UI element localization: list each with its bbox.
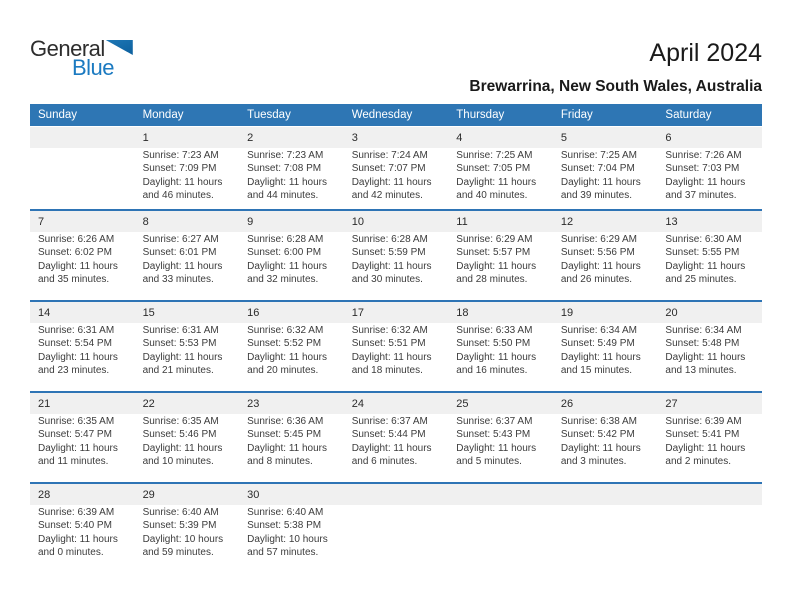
day-detail-line: Daylight: 11 hours bbox=[560, 176, 641, 188]
day-details-empty bbox=[30, 148, 135, 207]
day-detail-line: Sunset: 5:39 PM bbox=[142, 520, 217, 532]
calendar-grid bbox=[30, 104, 762, 573]
day-detail-line: Sunset: 5:40 PM bbox=[38, 520, 112, 532]
day-detail-line: Sunrise: 7:26 AM bbox=[665, 150, 742, 161]
day-details-8 bbox=[135, 232, 240, 298]
day-detail-line: Daylight: 11 hours bbox=[351, 260, 432, 272]
day-number-empty bbox=[344, 484, 449, 506]
day-details-19 bbox=[553, 323, 658, 389]
general-blue-logo bbox=[30, 38, 140, 79]
day-detail-line: Sunrise: 6:38 AM bbox=[560, 416, 637, 427]
day-details-band bbox=[30, 505, 762, 573]
day-detail-line: Daylight: 11 hours bbox=[38, 442, 118, 454]
day-details-26 bbox=[553, 414, 658, 480]
day-number-23: 23 bbox=[247, 398, 260, 410]
day-number-29: 29 bbox=[142, 489, 155, 501]
day-detail-line: and 21 minutes. bbox=[142, 365, 214, 377]
day-number-band bbox=[30, 484, 762, 505]
day-details-20 bbox=[657, 323, 762, 389]
day-number-band bbox=[30, 302, 762, 323]
day-detail-line: Sunrise: 6:26 AM bbox=[38, 234, 115, 245]
day-details-24 bbox=[344, 414, 449, 480]
weekday-header-thursday: Thursday bbox=[456, 109, 505, 121]
day-number-28: 28 bbox=[38, 489, 51, 501]
day-detail-line: Daylight: 11 hours bbox=[38, 260, 118, 272]
day-detail-line: and 18 minutes. bbox=[351, 365, 423, 377]
day-number-2: 2 bbox=[247, 132, 254, 144]
day-detail-line: Sunrise: 6:30 AM bbox=[665, 234, 742, 245]
day-detail-line: Sunset: 5:47 PM bbox=[38, 429, 112, 441]
day-details-4 bbox=[448, 148, 553, 207]
day-detail-line: Sunrise: 6:31 AM bbox=[142, 325, 219, 336]
day-detail-line: Sunset: 5:49 PM bbox=[560, 338, 635, 350]
day-detail-line: Daylight: 10 hours bbox=[247, 533, 328, 545]
weekday-header-wednesday: Wednesday bbox=[351, 109, 413, 121]
day-detail-line: Sunrise: 6:35 AM bbox=[142, 416, 219, 427]
day-number-11: 11 bbox=[456, 216, 468, 228]
day-details-empty bbox=[657, 505, 762, 571]
day-detail-line: and 6 minutes. bbox=[351, 456, 418, 468]
day-number-empty bbox=[30, 127, 135, 149]
day-detail-line: Daylight: 11 hours bbox=[665, 351, 746, 363]
day-detail-line: Daylight: 11 hours bbox=[38, 351, 118, 363]
day-detail-line: Sunrise: 6:34 AM bbox=[560, 325, 637, 336]
day-detail-line: Daylight: 10 hours bbox=[142, 533, 224, 545]
day-number-7: 7 bbox=[38, 216, 45, 228]
day-detail-line: Daylight: 11 hours bbox=[247, 260, 327, 272]
day-detail-line: and 40 minutes. bbox=[456, 190, 528, 202]
day-detail-line: and 42 minutes. bbox=[351, 190, 423, 202]
day-detail-line: Sunset: 7:03 PM bbox=[665, 163, 740, 175]
weekday-header-row bbox=[30, 104, 762, 126]
day-number-17: 17 bbox=[351, 307, 364, 319]
day-number-27: 27 bbox=[665, 398, 678, 410]
day-details-15 bbox=[135, 323, 240, 389]
day-detail-line: Sunrise: 6:28 AM bbox=[351, 234, 428, 245]
day-detail-line: Daylight: 11 hours bbox=[665, 176, 746, 188]
day-details-12 bbox=[553, 232, 658, 298]
day-details-11 bbox=[448, 232, 553, 298]
day-detail-line: Daylight: 11 hours bbox=[142, 351, 223, 363]
day-detail-line: Sunset: 7:09 PM bbox=[142, 163, 217, 175]
day-detail-line: Sunrise: 7:24 AM bbox=[351, 150, 428, 161]
day-detail-line: and 10 minutes. bbox=[142, 456, 214, 468]
day-details-28 bbox=[30, 505, 135, 571]
day-number-21: 21 bbox=[38, 398, 51, 410]
day-details-30 bbox=[239, 505, 344, 571]
day-number-5: 5 bbox=[560, 132, 567, 144]
day-number-empty bbox=[553, 484, 658, 506]
day-details-band bbox=[30, 323, 762, 391]
day-detail-line: and 25 minutes. bbox=[665, 274, 737, 286]
day-details-9 bbox=[239, 232, 344, 298]
day-detail-line: Sunset: 5:55 PM bbox=[665, 247, 740, 259]
day-detail-line: Sunrise: 6:32 AM bbox=[247, 325, 324, 336]
day-number-19: 19 bbox=[560, 307, 574, 319]
day-number-4: 4 bbox=[456, 132, 463, 144]
day-detail-line: Sunset: 7:08 PM bbox=[247, 163, 322, 175]
day-detail-line: Sunrise: 6:37 AM bbox=[456, 416, 533, 427]
day-detail-line: and 0 minutes. bbox=[38, 547, 104, 559]
day-details-empty bbox=[553, 505, 658, 571]
day-detail-line: and 23 minutes. bbox=[38, 365, 110, 377]
day-detail-line: Sunrise: 6:31 AM bbox=[38, 325, 115, 336]
day-detail-line: Sunrise: 6:29 AM bbox=[560, 234, 637, 245]
day-detail-line: Daylight: 11 hours bbox=[142, 176, 223, 188]
day-detail-line: Sunset: 5:56 PM bbox=[560, 247, 635, 259]
day-details-band bbox=[30, 232, 762, 300]
day-detail-line: Daylight: 11 hours bbox=[560, 260, 641, 272]
day-detail-line: Sunset: 5:46 PM bbox=[142, 429, 217, 441]
day-details-1 bbox=[135, 148, 240, 207]
day-detail-line: Daylight: 11 hours bbox=[665, 442, 746, 454]
day-number-10: 10 bbox=[351, 216, 364, 228]
day-details-band bbox=[30, 414, 762, 482]
weekday-header-saturday: Saturday bbox=[665, 109, 712, 121]
day-detail-line: Sunrise: 6:33 AM bbox=[456, 325, 533, 336]
day-detail-line: Sunrise: 6:40 AM bbox=[142, 507, 219, 518]
day-number-band bbox=[30, 127, 762, 148]
day-detail-line: Sunset: 5:53 PM bbox=[142, 338, 217, 350]
logo-text-blue: Blue bbox=[72, 55, 115, 80]
day-details-empty bbox=[448, 505, 553, 571]
weekday-header-sunday: Sunday bbox=[38, 109, 78, 121]
day-detail-line: Daylight: 11 hours bbox=[351, 442, 432, 454]
day-detail-line: Sunset: 5:54 PM bbox=[38, 338, 112, 350]
day-number-22: 22 bbox=[142, 398, 155, 410]
day-detail-line: Sunrise: 6:39 AM bbox=[38, 507, 115, 518]
day-details-band bbox=[30, 148, 762, 209]
logo-text-general: General bbox=[30, 36, 105, 61]
day-detail-line: and 26 minutes. bbox=[560, 274, 633, 286]
day-number-25: 25 bbox=[456, 398, 469, 410]
day-number-16: 16 bbox=[247, 307, 260, 319]
day-detail-line: Daylight: 11 hours bbox=[247, 442, 327, 454]
day-detail-line: Sunrise: 7:25 AM bbox=[560, 150, 637, 161]
day-number-14: 14 bbox=[38, 307, 51, 319]
day-detail-line: Sunset: 5:57 PM bbox=[456, 247, 531, 259]
day-detail-line: Sunrise: 7:23 AM bbox=[247, 150, 324, 161]
day-number-1: 1 bbox=[142, 132, 149, 144]
day-detail-line: Sunset: 5:50 PM bbox=[456, 338, 531, 350]
day-number-9: 9 bbox=[247, 216, 254, 228]
day-detail-line: Sunrise: 6:34 AM bbox=[665, 325, 742, 336]
day-number-30: 30 bbox=[247, 489, 260, 501]
day-detail-line: Daylight: 11 hours bbox=[456, 351, 537, 363]
day-detail-line: and 3 minutes. bbox=[560, 456, 627, 468]
day-detail-line: Sunset: 6:00 PM bbox=[247, 247, 322, 259]
weekday-header-friday: Friday bbox=[560, 109, 593, 121]
day-detail-line: and 5 minutes. bbox=[456, 456, 522, 468]
day-number-15: 15 bbox=[142, 307, 155, 319]
day-detail-line: Daylight: 11 hours bbox=[456, 442, 537, 454]
day-details-5 bbox=[553, 148, 658, 207]
day-number-8: 8 bbox=[142, 216, 149, 228]
day-detail-line: Sunrise: 6:35 AM bbox=[38, 416, 115, 427]
week-row-1 bbox=[30, 127, 762, 209]
day-detail-line: Sunrise: 7:23 AM bbox=[142, 150, 219, 161]
day-detail-line: and 44 minutes. bbox=[247, 190, 319, 202]
day-detail-line: Sunset: 5:44 PM bbox=[351, 429, 426, 441]
day-details-6 bbox=[657, 148, 762, 207]
day-details-29 bbox=[135, 505, 240, 571]
logo-triangle-icon bbox=[106, 40, 133, 55]
day-number-3: 3 bbox=[351, 132, 358, 144]
day-detail-line: and 32 minutes. bbox=[247, 274, 319, 286]
day-detail-line: and 11 minutes. bbox=[38, 456, 109, 468]
day-detail-line: and 35 minutes. bbox=[38, 274, 110, 286]
week-row-4 bbox=[30, 391, 762, 482]
day-details-23 bbox=[239, 414, 344, 480]
day-detail-line: and 2 minutes. bbox=[665, 456, 732, 468]
day-detail-line: Sunrise: 6:39 AM bbox=[665, 416, 742, 427]
day-detail-line: Sunrise: 6:29 AM bbox=[456, 234, 533, 245]
day-detail-line: Daylight: 11 hours bbox=[142, 442, 223, 454]
day-detail-line: Daylight: 11 hours bbox=[665, 260, 746, 272]
day-detail-line: Sunset: 5:59 PM bbox=[351, 247, 426, 259]
day-number-band bbox=[30, 211, 762, 232]
day-detail-line: Daylight: 11 hours bbox=[560, 442, 641, 454]
day-detail-line: Daylight: 11 hours bbox=[247, 351, 327, 363]
day-detail-line: Sunset: 7:05 PM bbox=[456, 163, 531, 175]
day-detail-line: and 37 minutes. bbox=[665, 190, 737, 202]
day-detail-line: and 28 minutes. bbox=[456, 274, 528, 286]
day-number-empty bbox=[448, 484, 553, 506]
day-detail-line: Sunset: 6:01 PM bbox=[142, 247, 217, 259]
day-detail-line: Sunrise: 6:40 AM bbox=[247, 507, 324, 518]
day-detail-line: Daylight: 11 hours bbox=[456, 260, 537, 272]
week-row-2 bbox=[30, 209, 762, 300]
day-detail-line: and 57 minutes. bbox=[247, 547, 319, 559]
day-detail-line: Daylight: 11 hours bbox=[560, 351, 641, 363]
day-detail-line: and 16 minutes. bbox=[456, 365, 528, 377]
weekday-header-tuesday: Tuesday bbox=[247, 109, 291, 121]
day-details-14 bbox=[30, 323, 135, 389]
day-number-6: 6 bbox=[665, 132, 672, 144]
day-number-12: 12 bbox=[560, 216, 574, 228]
day-detail-line: Daylight: 11 hours bbox=[351, 176, 432, 188]
day-details-16 bbox=[239, 323, 344, 389]
day-details-18 bbox=[448, 323, 553, 389]
day-detail-line: and 20 minutes. bbox=[247, 365, 319, 377]
day-detail-line: Daylight: 11 hours bbox=[38, 533, 118, 545]
day-detail-line: and 46 minutes. bbox=[142, 190, 214, 202]
day-details-13 bbox=[657, 232, 762, 298]
day-detail-line: Sunrise: 7:25 AM bbox=[456, 150, 533, 161]
day-detail-line: Sunset: 6:02 PM bbox=[38, 247, 112, 259]
day-details-10 bbox=[344, 232, 449, 298]
day-detail-line: and 39 minutes. bbox=[560, 190, 633, 202]
day-number-20: 20 bbox=[665, 307, 678, 319]
day-detail-line: Daylight: 11 hours bbox=[456, 176, 537, 188]
day-detail-line: and 33 minutes. bbox=[142, 274, 214, 286]
day-detail-line: and 59 minutes. bbox=[142, 547, 214, 559]
day-detail-line: Sunset: 5:38 PM bbox=[247, 520, 322, 532]
day-details-3 bbox=[344, 148, 449, 207]
day-details-2 bbox=[239, 148, 344, 207]
day-detail-line: Sunrise: 6:32 AM bbox=[351, 325, 428, 336]
day-details-25 bbox=[448, 414, 553, 480]
day-details-22 bbox=[135, 414, 240, 480]
day-detail-line: Sunset: 5:51 PM bbox=[351, 338, 426, 350]
day-detail-line: Sunset: 5:43 PM bbox=[456, 429, 531, 441]
day-detail-line: and 8 minutes. bbox=[247, 456, 313, 468]
day-details-empty bbox=[344, 505, 449, 571]
day-detail-line: Sunset: 5:48 PM bbox=[665, 338, 740, 350]
day-detail-line: Sunrise: 6:27 AM bbox=[142, 234, 219, 245]
week-row-5 bbox=[30, 482, 762, 573]
day-detail-line: Sunset: 5:52 PM bbox=[247, 338, 322, 350]
title-block bbox=[469, 38, 762, 96]
week-row-3 bbox=[30, 300, 762, 391]
day-details-17 bbox=[344, 323, 449, 389]
day-number-band bbox=[30, 393, 762, 414]
day-detail-line: Sunset: 5:45 PM bbox=[247, 429, 322, 441]
day-detail-line: Sunrise: 6:36 AM bbox=[247, 416, 324, 427]
page-subtitle: Brewarrina, New South Wales, Australia bbox=[469, 78, 762, 95]
day-detail-line: Sunrise: 6:37 AM bbox=[351, 416, 428, 427]
day-detail-line: Daylight: 11 hours bbox=[247, 176, 327, 188]
day-detail-line: and 30 minutes. bbox=[351, 274, 423, 286]
day-detail-line: Sunset: 7:04 PM bbox=[560, 163, 635, 175]
day-detail-line: Sunset: 5:42 PM bbox=[560, 429, 635, 441]
day-details-27 bbox=[657, 414, 762, 480]
day-detail-line: Sunset: 7:07 PM bbox=[351, 163, 426, 175]
day-detail-line: Daylight: 11 hours bbox=[142, 260, 223, 272]
weekday-header-monday: Monday bbox=[142, 109, 184, 121]
day-number-13: 13 bbox=[665, 216, 678, 228]
day-number-18: 18 bbox=[456, 307, 469, 319]
day-number-26: 26 bbox=[560, 398, 574, 410]
day-detail-line: Daylight: 11 hours bbox=[351, 351, 432, 363]
day-details-21 bbox=[30, 414, 135, 480]
day-detail-line: and 15 minutes. bbox=[560, 365, 633, 377]
weeks-container bbox=[30, 127, 762, 573]
day-detail-line: Sunset: 5:41 PM bbox=[665, 429, 740, 441]
day-number-empty bbox=[657, 484, 762, 506]
page-title: April 2024 bbox=[649, 39, 762, 67]
day-details-7 bbox=[30, 232, 135, 298]
day-detail-line: Sunrise: 6:28 AM bbox=[247, 234, 324, 245]
day-number-24: 24 bbox=[351, 398, 364, 410]
day-detail-line: and 13 minutes. bbox=[665, 365, 737, 377]
